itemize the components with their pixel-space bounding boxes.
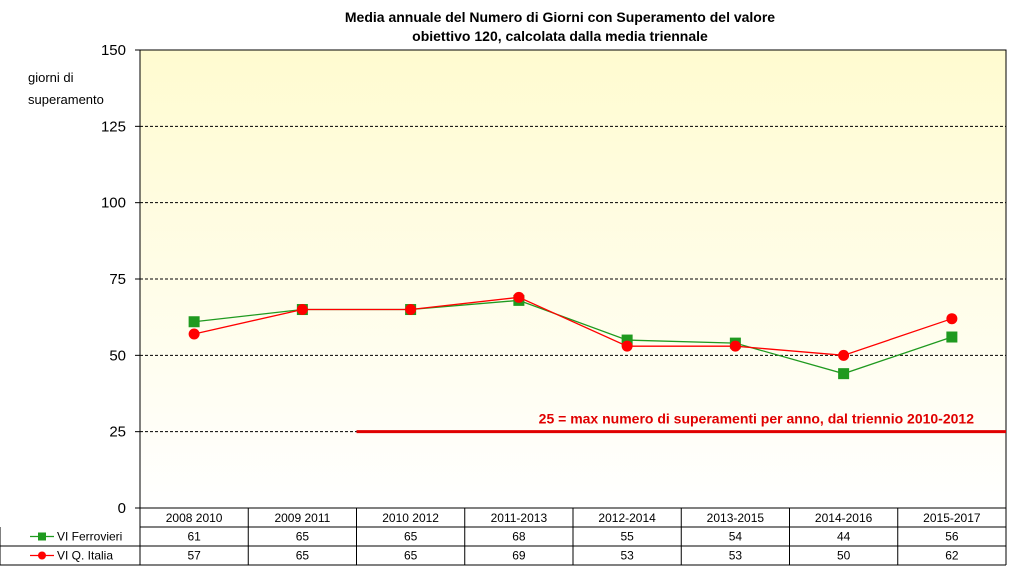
y-tick-label: 50 — [109, 347, 126, 365]
y-axis-label-line2: superamento — [28, 92, 104, 107]
x-tick-label: 2012-2014 — [598, 511, 656, 525]
chart-title-line1: Media annuale del Numero di Giorni con Superamento del valore — [344, 9, 776, 25]
data-table-cell: 56 — [945, 529, 959, 544]
data-table-cell: 65 — [295, 529, 310, 544]
data-point — [946, 313, 957, 324]
y-tick-label: 75 — [109, 271, 126, 288]
x-tick-label: 2013-2015 — [706, 511, 765, 525]
y-tick-label: 100 — [100, 194, 126, 212]
data-table-cell: 65 — [403, 548, 418, 563]
legend-key-marker — [38, 552, 46, 560]
data-table-cell: 57 — [187, 548, 201, 563]
data-table-cell: 61 — [187, 529, 201, 544]
y-axis-label-line1: giorni di — [28, 70, 74, 85]
data-table-cell: 54 — [728, 529, 743, 544]
data-table-cell: 53 — [728, 548, 743, 563]
data-table-cell: 65 — [403, 529, 418, 544]
x-tick-label: 2011-2013 — [490, 511, 548, 525]
threshold-annotation: 25 = max numero di superamenti per anno, dal triennio 2010-2012 — [538, 410, 974, 427]
x-tick-label: 2008 2010 — [165, 511, 223, 525]
x-tick-label: 2014-2016 — [814, 511, 873, 525]
x-tick-label: 2010 2012 — [382, 511, 439, 525]
x-tick-label: 2009 2011 — [274, 511, 331, 525]
legend-key-marker — [38, 533, 46, 541]
data-point — [838, 350, 849, 361]
chart-title-line2: obiettivo 120, calcolata dalla media triennale — [412, 28, 708, 44]
data-table — [0, 508, 1006, 565]
data-point — [622, 341, 633, 352]
y-tick-label: 25 — [109, 423, 126, 441]
data-table-cell: 44 — [836, 529, 851, 544]
data-table-cell: 55 — [620, 529, 634, 544]
data-table-cell: 62 — [945, 548, 959, 563]
data-point — [189, 316, 200, 327]
data-point — [838, 368, 849, 379]
data-table-cell: 65 — [295, 548, 310, 563]
y-tick-label: 125 — [100, 118, 126, 136]
y-tick-label: 150 — [100, 42, 126, 59]
y-tick-label: 0 — [117, 500, 126, 517]
data-table-cell: 50 — [836, 548, 851, 563]
data-table-cell: 68 — [512, 529, 526, 544]
data-table-cell: 69 — [512, 548, 526, 563]
data-table-cell: 53 — [620, 548, 634, 563]
legend-label: VI Q. Italia — [57, 548, 114, 563]
data-point — [946, 332, 957, 343]
data-point — [513, 292, 524, 303]
x-tick-label: 2015-2017 — [923, 511, 981, 525]
data-point — [405, 304, 416, 315]
data-point — [189, 328, 200, 339]
data-point — [730, 341, 741, 352]
legend-label: VI Ferrovieri — [57, 529, 123, 544]
data-point — [297, 304, 308, 315]
y-axis-ticks — [101, 42, 140, 517]
